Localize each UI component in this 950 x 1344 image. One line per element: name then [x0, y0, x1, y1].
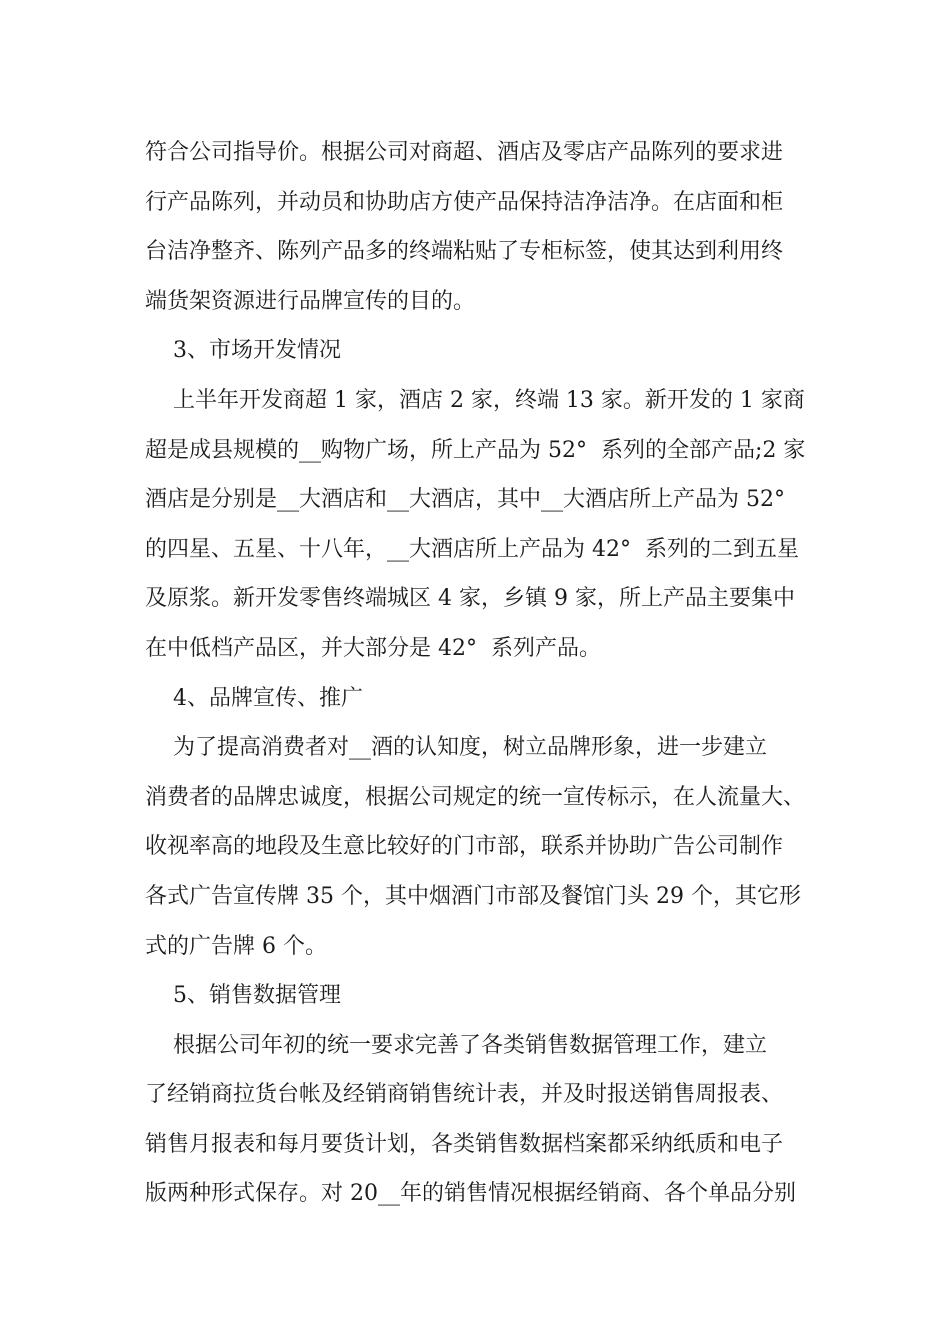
- section-heading-3: 3、市场开发情况: [145, 338, 341, 364]
- text-line: 酒店是分别是__大酒店和__大酒店，其中__大酒店所上产品为 52°: [145, 487, 785, 513]
- text-line: 台洁净整齐、陈列产品多的终端粘贴了专柜标签，使其达到利用终: [145, 239, 784, 265]
- text-line: 消费者的品牌忠诚度，根据公司规定的统一宣传标示，在人流量大、: [145, 784, 806, 810]
- text-line: 在中低档产品区，并大部分是 42° 系列产品。: [145, 635, 601, 661]
- text-line: 根据公司年初的统一要求完善了各类销售数据管理工作，建立: [145, 1032, 767, 1058]
- text-line: 及原浆。新开发零售终端城区 4 家，乡镇 9 家，所上产品主要集中: [145, 586, 795, 612]
- text-line: 行产品陈列，并动员和协助店方使产品保持洁净洁净。在店面和柜: [145, 189, 784, 215]
- text-line: 上半年开发商超 1 家，酒店 2 家，终端 13 家。新开发的 1 家商: [145, 387, 805, 413]
- section-heading-5: 5、销售数据管理: [145, 983, 341, 1009]
- text-line: 的四星、五星、十八年，__大酒店所上产品为 42° 系列的二到五星: [145, 536, 799, 562]
- text-line: 了经销商拉货台帐及经销商销售统计表，并及时报送销售周报表、: [145, 1082, 784, 1108]
- document-body: [145, 128, 815, 1219]
- text-line: 符合公司指导价。根据公司对商超、酒店及零店产品陈列的要求进: [145, 140, 784, 165]
- text-line: 式的广告牌 6 个。: [145, 933, 327, 959]
- text-line: 版两种形式保存。对 20__年的销售情况根据经销商、各个单品分别: [145, 1181, 796, 1207]
- section-heading-4: 4、品牌宣传、推广: [145, 685, 363, 711]
- text-line: 超是成县规模的__购物广场，所上产品为 52° 系列的全部产品;2 家: [145, 437, 806, 463]
- text-line: 为了提高消费者对__酒的认知度，树立品牌形象，进一步建立: [145, 735, 767, 761]
- text-line: 端货架资源进行品牌宣传的目的。: [145, 288, 476, 314]
- text-line: 收视率高的地段及生意比较好的门市部，联系并协助广告公司制作: [145, 834, 784, 860]
- text-line: 各式广告宣传牌 35 个，其中烟酒门市部及餐馆门头 29 个，其它形: [145, 883, 801, 909]
- text-line: 销售月报表和每月要货计划，各类销售数据档案都采纳纸质和电子: [145, 1131, 784, 1157]
